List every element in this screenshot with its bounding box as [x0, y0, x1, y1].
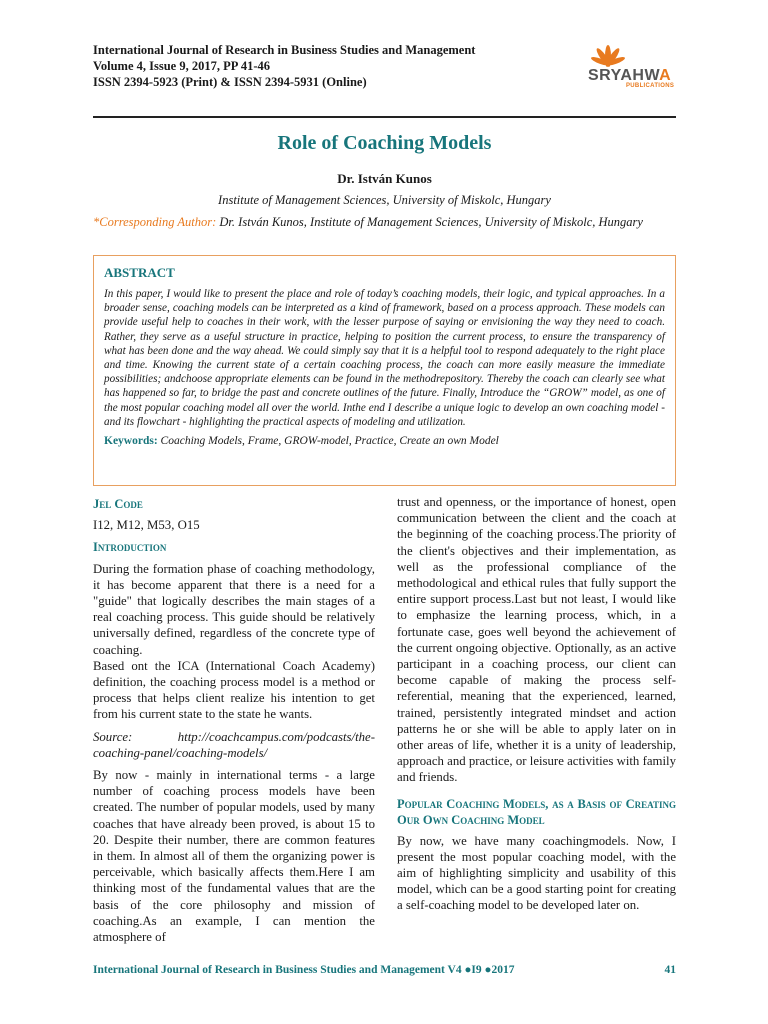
popular-models-heading: Popular Coaching Models, as a Basis of Creating Our Own Coaching Model	[397, 796, 676, 827]
introduction-heading: Introduction	[93, 540, 167, 555]
paper-author: Dr. István Kunos	[337, 171, 432, 186]
abstract-box	[93, 255, 676, 486]
right-column	[397, 494, 676, 920]
right-paragraph-2: By now, we have many coachingmodels. Now, I present the most popular coaching model, with the aim of highlighting simplicity and usability of this model, which can be a good starting point for creating a self-coaching model to be developed later on.	[397, 833, 676, 913]
journal-volume: Volume 4, Issue 9, 2017, PP 41-46	[93, 59, 270, 73]
corresponding-author	[93, 214, 676, 231]
logo-subtitle: PUBLICATIONS	[626, 83, 675, 89]
right-paragraph-1: trust and openness, or the importance of honest, open communication between the client and the coach at the beginning of the coaching process.The priority of the client's objectives and their implementation, as well as the professional compliance of the methodological and ethical rules that fully support the entire support process.Last but not least, I would like to emphasize the learning process, which, in a fortunate case, goes well beyond the achievement of the current ongoing objective. Optionally, as an active participant in a coaching process, our client can become capable of making the process self-referential, meaning that the experienced, learned, trained, persistently integrated mindset and action patterns he or she will be able to apply later on in other areas of life, whether it is a unity of leadership, approach and practice, or leisure activities with family and friends.	[397, 495, 676, 785]
journal-name: International Journal of Research in Business Studies and Management	[93, 43, 476, 57]
jel-codes: I12, M12, M53, O15	[93, 518, 200, 533]
intro-paragraph-2: Based ont the ICA (International Coach Academy) definition, the coaching process model is a method or process that helps client realize his intention to get from his current state to the state he wants.	[93, 658, 375, 722]
corresponding-label: *Corresponding Author:	[93, 215, 217, 229]
keywords	[104, 435, 665, 447]
left-column	[93, 494, 375, 951]
jel-heading: Jel Code	[93, 497, 143, 511]
page-footer	[93, 964, 676, 976]
intro-paragraph-3: By now - mainly in international terms - a large number of coaching process models have been created. The number of popular models, used by many coaches that have already been proved, is about 15 to 20. Despite their number, there are common features in them. In almost all of them the organizing power is perceivable, which basically affects them.Here I am thinking most of the fundamental values that are the basis of the core philosophy and mission of coaching.As an example, I can mention the atmosphere of	[93, 768, 375, 945]
page-number: 41	[664, 964, 676, 976]
abstract-heading: ABSTRACT	[104, 265, 175, 280]
paper-title: Role of Coaching Models	[277, 132, 492, 154]
footer-journal: International Journal of Research in Business Studies and Management V4 ●I9 ●2017	[93, 964, 515, 976]
journal-header	[93, 42, 573, 90]
keywords-label: Keywords:	[104, 435, 158, 448]
author-affiliation: Institute of Management Sciences, University of Miskolc, Hungary	[218, 193, 551, 207]
source-citation: Source: http://coachcampus.com/podcasts/the-coaching-panel/coaching-models/	[93, 729, 375, 760]
abstract-text: In this paper, I would like to present the place and role of today’s coaching models, their logic, and typical approaches. In a broader sense, coaching models can be interpreted as a kind of framework, based on a process approach. These models can provide useful help to coaches in their work, with the lesser purpose of saying or envisioning the way they need to coach. Rather, they serve as a useful structure in practice, helping to position the current process, to ensure the transparency of what has been done and the way ahead. We could simply say that it is a helpful tool to respond adequately to the right place and time. Knowing the current state of a certain coaching process, the coach can more easily measure the immediate possibilities; andchoose appropriate elements can be found in the methodrepository. Thereby the coach can clearly see what has happened so far, to bridge the past and concrete outlines of the future. Finally, Introduce the “GROW” model, as one of the most popular coaching model all over the world. Inthe end I describe a unique logic to develop an own coaching model - and its flowchart - highlighting the practical aspects of modeling and utilization.	[104, 288, 665, 428]
publisher-logo	[582, 42, 682, 94]
corresponding-text: Dr. István Kunos, Institute of Management Sciences, University of Miskolc, Hungary	[219, 215, 643, 229]
logo-wordmark: SRYAHWA	[588, 67, 672, 84]
keywords-text: Coaching Models, Frame, GROW-model, Practice, Create an own Model	[160, 435, 499, 448]
journal-issn: ISSN 2394-5923 (Print) & ISSN 2394-5931 (Online)	[93, 75, 367, 89]
header-divider	[93, 116, 676, 118]
intro-paragraph-1: During the formation phase of coaching methodology, it has become apparent that there is a need for a "guide" that logically describes the main stages of a real coaching process. This guide should be relatively universally defined, regardless of the concrete type of coaching.	[93, 561, 375, 657]
